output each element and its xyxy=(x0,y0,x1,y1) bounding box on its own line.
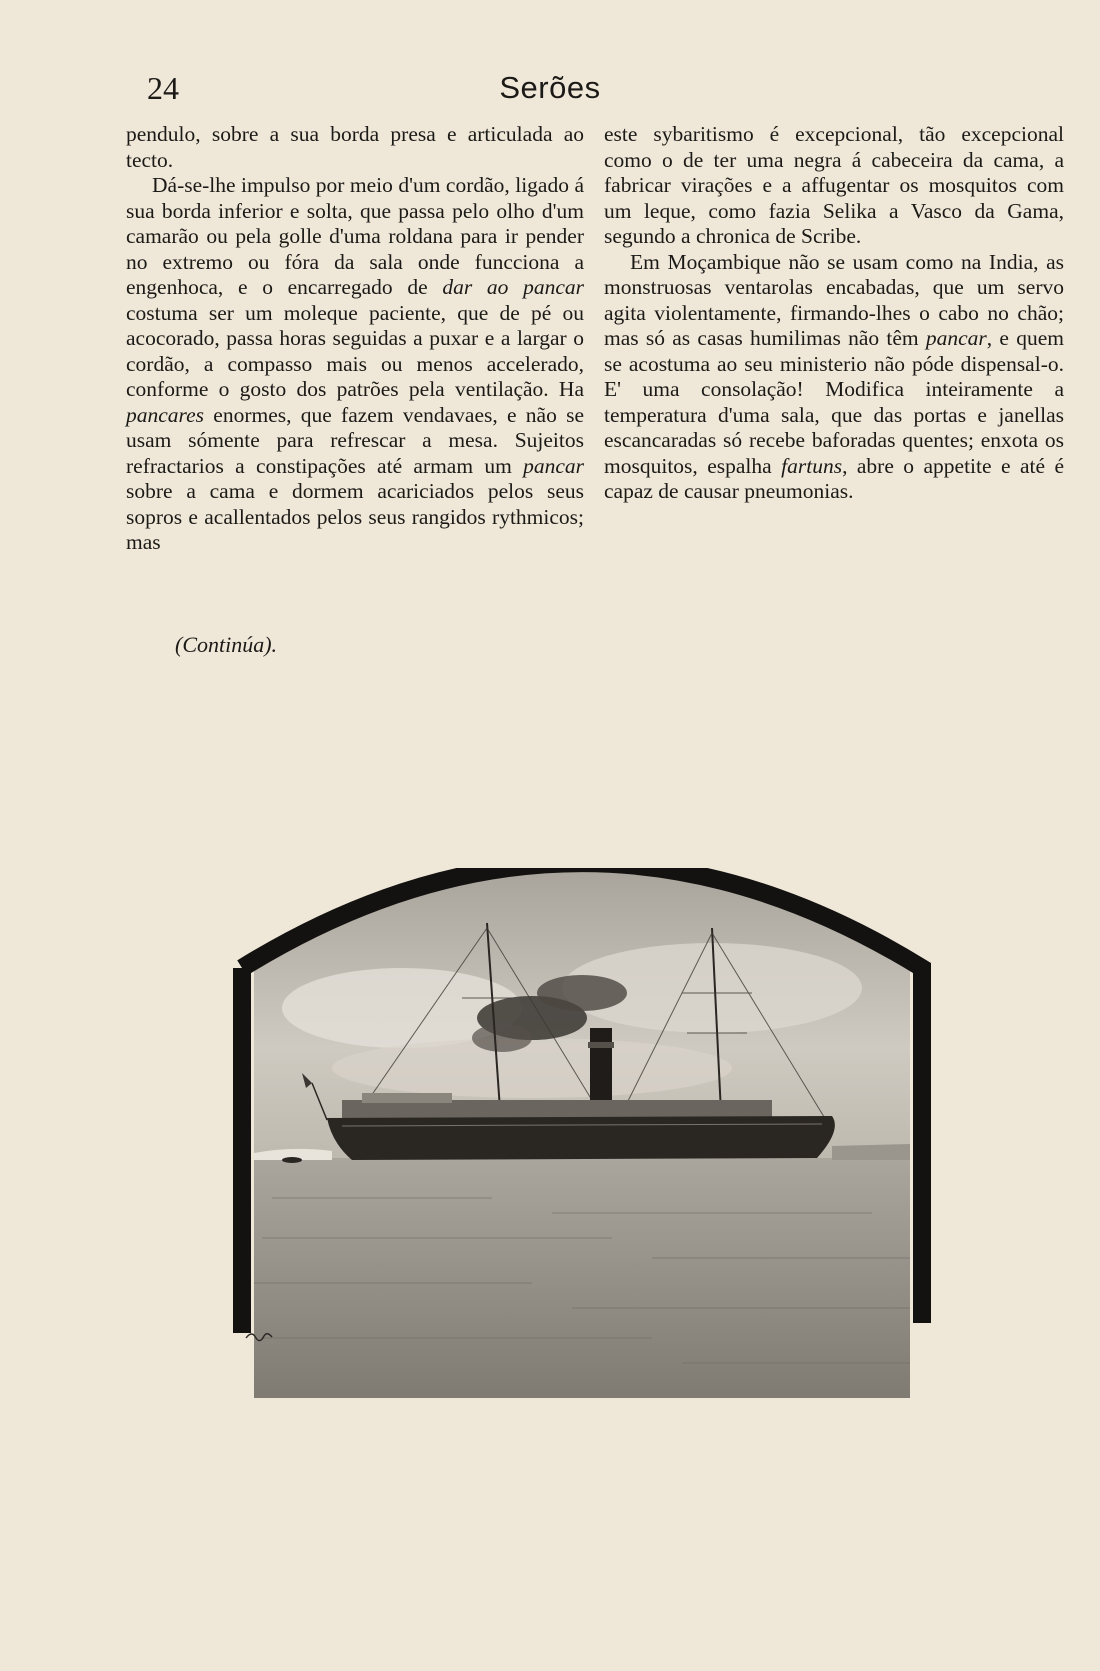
text-run: sobre a cama e dormem acariciados pelos seus sopros e acallentados pelos seus rangidos rythmicos; mas xyxy=(126,479,584,554)
running-title: Serões xyxy=(499,70,601,105)
left-paragraph-1: pendulo, sobre a sua borda presa e articulada ao tecto. xyxy=(126,122,584,172)
steamship-engraving xyxy=(232,868,932,1398)
italic-term: pancar xyxy=(925,326,987,350)
left-paragraph-2 xyxy=(126,173,584,556)
text-run: costuma ser um moleque paciente, que de pé ou acocorado, passa horas seguidas a puxar e a largar o cordão, a compasso mais ou menos accelerado, conforme o gosto dos patrões pela ventilação. Ha xyxy=(126,300,584,401)
text-run: enormes, que fazem vendavaes, e não se usam sómente para refrescar a mesa. Sujeitos refractarios a constipações até armam um xyxy=(126,402,584,478)
steamship-illustration xyxy=(232,868,932,1398)
right-paragraph-2 xyxy=(604,250,1064,505)
text-run: , abre o appetite e até é capaz de causar pneumonias. xyxy=(604,453,1064,503)
italic-term: dar ao pancar xyxy=(442,275,584,299)
page-number: 24 xyxy=(147,70,179,106)
left-column xyxy=(126,122,584,556)
italic-term: fartuns xyxy=(781,453,843,478)
continuation-note: (Continúa). xyxy=(175,632,278,657)
right-column xyxy=(604,122,1064,505)
italic-term: pancar xyxy=(523,453,584,478)
text-run: Dá-se-lhe impulso por meio d'um cordão, ligado á sua borda inferior e solta, que passa pelo olho d'um camarão ou pela golle d'uma roldana para ir pender no extremo ou fóra da sala onde funcciona a engenhoca, e o encarregado de xyxy=(126,173,584,299)
right-paragraph-1: este sybaritismo é excepcional, tão excepcional como o de ter uma negra á cabeceira da cama, a fabricar virações e a affugentar os mosquitos com um leque, como fazia Selika a Vasco da Gama, segundo a chronica de Scribe. xyxy=(604,122,1064,248)
text-run: , e quem se acostuma ao seu ministerio não póde dispensal-o. E' uma consolação! Modifica inteiramente a temperatura d'uma sala, que das portas e janellas escancaradas só recebe baforadas quentes; enxota os mosquitos, espalha xyxy=(604,326,1064,478)
italic-term: pancares xyxy=(126,402,205,427)
text-run: Em Moçambique não se usam como na India, as monstruosas ventarolas encabadas, que um servo agita violentamente, firmando-lhes o cabo no chão; mas só as casas humilimas não têm xyxy=(604,249,1064,350)
